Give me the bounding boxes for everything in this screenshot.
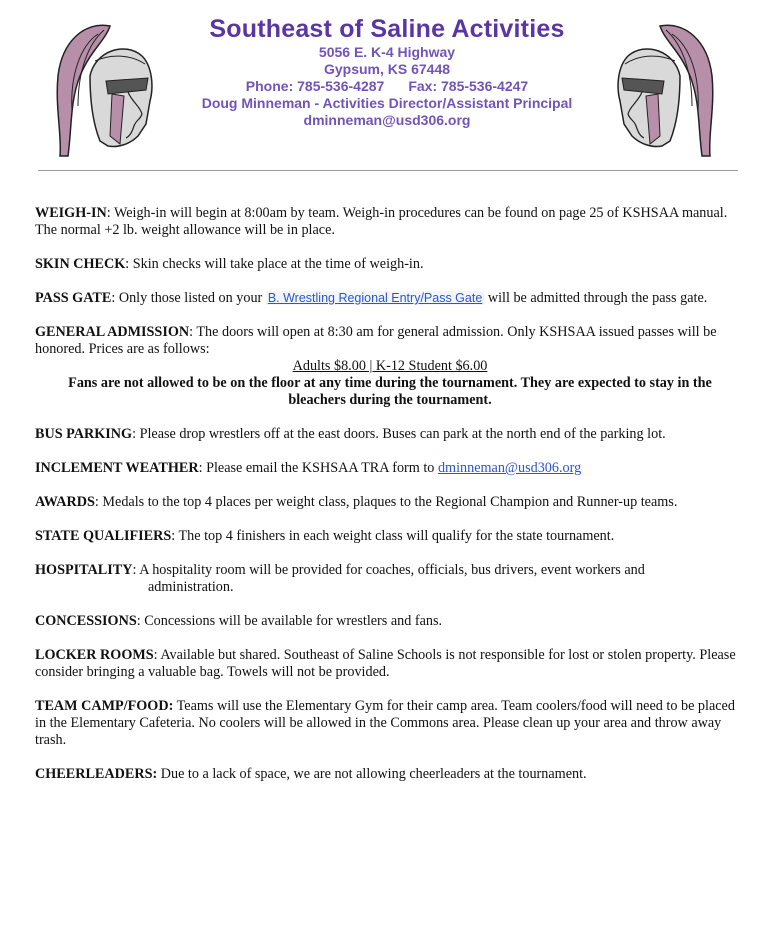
weather-email-link[interactable]: dminneman@usd306.org <box>437 460 582 476</box>
pass-gate-label: PASS GATE <box>35 290 112 306</box>
concessions-section <box>35 613 745 630</box>
weigh-in-text: : Weigh-in will begin at 8:00am by team. Weigh-in procedures can be found on page 25 of KSHSAA manual. The normal +2 lb. weight allowance will be in place. <box>35 205 728 238</box>
ticket-prices: Adults $8.00 | K-12 Student $6.00 <box>292 358 488 374</box>
skin-check-section <box>35 256 745 273</box>
trojan-helmet-logo-right <box>610 16 720 161</box>
skin-check-text: : Skin checks will take place at the time of weigh-in. <box>125 256 424 272</box>
hospitality-section <box>35 562 745 596</box>
trojan-helmet-logo-left <box>50 16 160 161</box>
inclement-weather-section <box>35 460 745 477</box>
team-camp-section <box>35 698 745 749</box>
state-qualifiers-section <box>35 528 745 545</box>
fans-notice: Fans are not allowed to be on the floor at any time during the tournament. They are expected to stay in the bleachers during the tournament. <box>68 375 712 408</box>
weigh-in-label: WEIGH-IN <box>35 205 107 221</box>
pass-gate-section <box>35 290 745 307</box>
header-divider <box>38 170 738 171</box>
inclement-weather-text: : Please email the KSHSAA TRA form to <box>198 460 438 476</box>
weigh-in-section <box>35 205 745 239</box>
director-email: dminneman@usd306.org <box>303 112 471 128</box>
bus-parking-label: BUS PARKING <box>35 426 133 442</box>
cheerleaders-text: Due to a lack of space, we are not allowing cheerleaders at the tournament. <box>157 766 587 782</box>
skin-check-label: SKIN CHECK <box>35 256 126 272</box>
letterhead-text <box>170 14 604 129</box>
pass-gate-entry-link[interactable]: B. Wrestling Regional Entry/Pass Gate <box>267 291 483 305</box>
awards-label: AWARDS <box>35 494 95 510</box>
pass-gate-text-end: will be admitted through the pass gate. <box>484 290 708 306</box>
concessions-label: CONCESSIONS <box>35 613 137 629</box>
hospitality-text: : A hospitality room will be provided for coaches, officials, bus drivers, event workers and <box>132 562 645 578</box>
awards-section <box>35 494 745 511</box>
letterhead <box>0 0 777 170</box>
locker-rooms-text: : Available but shared. Southeast of Saline Schools is not responsible for lost or stolen property. Please consider bringing a valuable bag. Towels will not be provided. <box>35 647 736 680</box>
hospitality-label: HOSPITALITY <box>35 562 133 578</box>
bus-parking-section <box>35 426 745 443</box>
general-admission-label: GENERAL ADMISSION <box>35 324 190 340</box>
team-camp-label: TEAM CAMP/FOOD: <box>35 698 174 714</box>
cheerleaders-label: CHEERLEADERS: <box>35 766 158 782</box>
pass-gate-text: : Only those listed on your <box>111 290 266 306</box>
inclement-weather-label: INCLEMENT WEATHER <box>35 460 199 476</box>
concessions-text: : Concessions will be available for wrestlers and fans. <box>136 613 443 629</box>
locker-rooms-label: LOCKER ROOMS <box>35 647 154 663</box>
state-qualifiers-text: : The top 4 finishers in each weight class will qualify for the state tournament. <box>171 528 615 544</box>
contact-numbers <box>170 78 604 95</box>
team-camp-text: Teams will use the Elementary Gym for their camp area. Team coolers/food will need to be placed in the Elementary Cafeteria. No coolers will be allowed in the Commons area. Please clean up your area and throw away trash. <box>35 698 735 748</box>
bus-parking-text: : Please drop wrestlers off at the east doors. Buses can park at the north end of the parking lot. <box>132 426 666 442</box>
hospitality-text-continued: administration. <box>148 579 234 595</box>
director-name: Doug Minneman - Activities Director/Assistant Principal <box>201 95 573 111</box>
general-admission-section <box>35 324 745 409</box>
state-qualifiers-label: STATE QUALIFIERS <box>35 528 172 544</box>
general-admission-text: : The doors will open at 8:30 am for general admission. Only KSHSAA issued passes will be honored. Prices are as follows: <box>35 324 717 357</box>
tournament-info <box>35 205 745 800</box>
address-line-1: 5056 E. K-4 Highway <box>318 44 456 60</box>
locker-rooms-section <box>35 647 745 681</box>
fax-number: Fax: 785-536-4247 <box>408 78 529 94</box>
awards-text: : Medals to the top 4 places per weight class, plaques to the Regional Champion and Runner-up teams. <box>94 494 678 510</box>
school-name: Southeast of Saline Activities <box>209 15 565 43</box>
phone-number: Phone: 785-536-4287 <box>245 78 385 94</box>
cheerleaders-section <box>35 766 745 783</box>
address-line-2: Gypsum, KS 67448 <box>323 61 451 77</box>
